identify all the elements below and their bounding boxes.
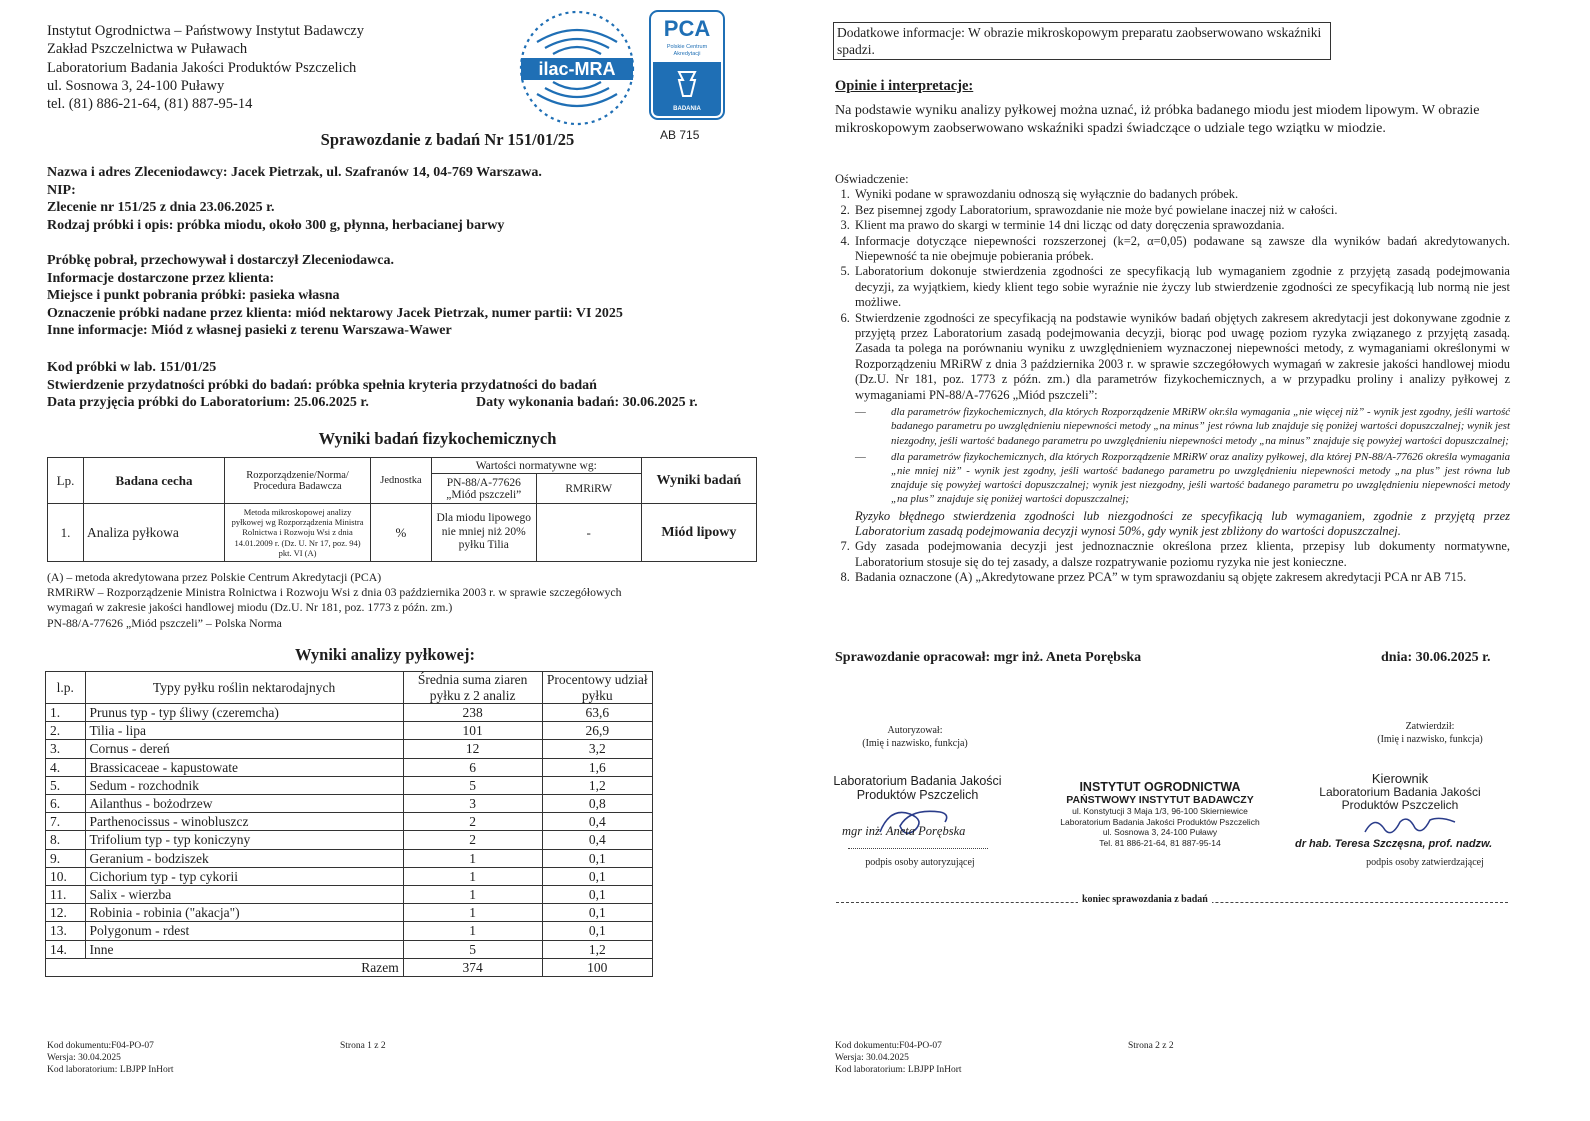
list-item: 8. Badania oznaczone (A) „Akredytowane przez PCA” w tym sprawozdaniu są objęte zakresem akredytacji PCA nr AB 715. xyxy=(853,570,1510,585)
table-row: 3. Cornus - dereń 12 3,2 xyxy=(46,740,653,758)
left-caption: podpis osoby autoryzującej xyxy=(865,857,975,868)
lab-info: Kod próbki w lab. 151/01/25 Stwierdzenie przydatności próbki do badań: próbka spełnia kryteria przydatności do badań xyxy=(47,360,597,393)
list-item: 5. Laboratorium dokonuje stwierdzenia zgodności ze specyfikacją lub wymaganiem zgodnie z przyjętą zasadą podejmowania decyzji, za wyjątkiem, kiedy klient tego sobie wyraźnie nie życzy lub stwierdzenie zgodności ze specyfikacją lub normą nie jest możliwe. xyxy=(853,264,1510,310)
end-of-report: koniec sprawozdania z badań xyxy=(1078,894,1212,905)
list-item: 6. Stwierdzenie zgodności ze specyfikacją na podstawie wyników badań objętych zakresem akredytacji jest dokonywane zgodnie z przyjętą przez Laboratorium zasadą podejmowania decyzji, biorąc pod uwagę poziom ryzyka związanego z przyjętą zasadą. Zasada ta polega na porównaniu wyniku z uwzględnieniem wyznaczonej niepewności metody, z wymaganiami określonymi w Rozporządzeniu MRiRW z dnia 3 października 2003 r. w sprawie szczegółowych wymagań w zakresie jakości handlowej miodu (Dz.U. Nr 181, poz. 1773 z późn. zm.) dla parametrów fizykochemicznych, a w przypadku proliny i analizy pyłkowej z wymaganiami PN-88/A-77626 „Miód pszczeli”: — dla parametrów fizykochemicznych, dla których Rozporządzenie MRiRW okr.śla wymagania „nie więcej niż” - wynik jest zgodny, jeśli wartość badanego parametru po uwzględnieniu niepewności metody „na minus” jest równa lub znajduje się poniżej wartości dopuszczalnej; wynik jest niezgodny, jeśli wartość badanego parametru po uwzględnieniu niepewności metody „na minus” znajduje się powyżej wartości dopuszczalnej; — dla parametrów fizykochemicznych, dla których Rozporządzenie MRiRW oraz analizy pyłkowej, dla której PN-88/A-77626 określa wymagania „nie mniej niż” - wynik jest zgodny, jeśli wartość badanego parametru po uwzględnieniu niepewności metody „na plus” jest równa lub znajduje się powyżej wartości dopuszczalnej; wynik jest niezgodny, jeśli wartość badanego parametru po uwzględnieniu niepewności metody „na plus” znajduje się poniżej wartości dopuszczalnej; Ryzyko błędnego stwierdzenia zgodności lub niezgodności ze specyfikacją lub wymaganiem, zgodnie z przyjętą przez Laboratorium zasadą podejmowania decyzji wynosi 50%, gdy wynik jest zbliżony do wartości dopuszczalnej. xyxy=(853,311,1510,540)
right-signature xyxy=(1360,812,1460,840)
approved-label: Zatwierdził: (Imię i nazwisko, funkcja) xyxy=(1377,721,1483,745)
table-row: 8. Trifolium typ - typ koniczyny 2 0,4 xyxy=(46,831,653,849)
list-item: 3. Klient ma prawo do skargi w terminie 14 dni licząc od daty doręczenia sprawozdania. xyxy=(853,218,1510,233)
page-number-2: Strona 2 z 2 xyxy=(1128,1041,1174,1051)
sample-info: Próbkę pobrał, przechowywał i dostarczył Zleceniodawca. Informacje dostarczone przez klienta: Miejsce i punkt pobrania próbki: pasieka własna Oznaczenie próbki nadane przez klienta: miód nektarowy Jacek Pietrzak, numer partii: VI 2025 Inne informacje: Miód z własnej pasieki z terenu Warszawa-Wawer xyxy=(47,253,623,339)
report-date: dnia: 30.06.2025 r. xyxy=(1381,650,1491,665)
institute-stamp: INSTYTUT OGRODNICTWA PAŃSTWOWY INSTYTUT BADAWCZY ul. Konstytucji 3 Maja 1/3, 96-100 Skierniewice Laboratorium Badania Jakości Produktów Pszczelich ul. Sosnowa 3, 24-100 Puławy Tel. 81 886-21-64, 81 887-95-14 xyxy=(1060,780,1260,848)
list-item: 2. Bez pisemnej zgody Laboratorium, sprawozdanie nie może być powielane inaczej niż w całości. xyxy=(853,203,1510,218)
pollen-title: Wyniki analizy pyłkowej: xyxy=(295,645,475,664)
date-received: Data przyjęcia próbki do Laboratorium: 25.06.2025 r. xyxy=(47,395,369,410)
list-item: 4. Informacje dotyczące niepewności rozszerzonej (k=2, α=0,05) podawane są zawsze dla wyników badań akredytowanych. Niepewność ta nie obejmuje pobierania próbek. xyxy=(853,234,1510,265)
list-item: 1. Wyniki podane w sprawozdaniu odnoszą się wyłącznie do badanych próbek. xyxy=(853,187,1510,202)
opinions-text: Na podstawie wyniku analizy pyłkowej można uznać, iż próbka badanego miodu jest miodem lipowym. W obrazie mikroskopowym zaobserwowano wskaźniki spadzi świadczące o udziale tego wziątku w miodzie. xyxy=(835,103,1480,136)
physchem-table: Lp. Badana cecha Rozporządzenie/Norma/ Procedura Badawcza Jednostka Wartości normatywne wg: Wyniki badań PN-88/A-77626 „Miód pszczeli” RMRiRW 1. Analiza pyłkowa Metoda mikroskopowej analizy pyłkowej wg Rozporządzenia Ministra Rolnictwa i Rozwoju Wsi z dnia 14.01.2009 r. (Dz. U. Nr 17, poz. 94) pkt. VI (A) % Dla miodu lipowego nie mniej niż 20% pyłku Tilia - Miód lipowy xyxy=(47,457,757,562)
table-row: 12. Robinia - robinia ("akacja") 1 0,1 xyxy=(46,904,653,922)
physchem-notes: (A) – metoda akredytowana przez Polskie Centrum Akredytacji (PCA) RMRiRW – Rozporządzenie Ministra Rolnictwa i Rozwoju Wsi z dnia 03 października 2003 r. w sprawie szczegółowych wymagań w zakresie jakości handlowej miodu (Dz.U. Nr 181, poz. 1773 z późn. zm.) PN-88/A-77626 „Miód pszczeli” – Polska Norma xyxy=(47,570,622,630)
sub-item: — dla parametrów fizykochemicznych, dla których Rozporządzenie MRiRW oraz analizy pyłkowej, dla której PN-88/A-77626 określa wymagania „nie mniej niż” - wynik jest zgodny, jeśli wartość badanego parametru po uwzględnieniu niepewności metody „na plus” jest równa lub znajduje się powyżej wartości dopuszczalnej; wynik jest niezgodny, jeśli wartość badanego parametru po uwzględnieniu niepewności metody „na plus” znajduje się poniżej wartości dopuszczalnej; xyxy=(855,450,1510,506)
prepared-by: Sprawozdanie opracował: mgr inż. Aneta Porębska xyxy=(835,650,1142,665)
opinions-heading: Opinie i interpretacje: xyxy=(835,78,974,94)
svg-text:Polskie Centrum: Polskie Centrum xyxy=(666,44,708,50)
table-row: 11. Salix - wierzba 1 0,1 xyxy=(46,886,653,904)
signature-line xyxy=(848,848,988,849)
table-row: 2. Tilia - lipa 101 26,9 xyxy=(46,722,653,740)
right-caption: podpis osoby zatwierdzającej xyxy=(1366,857,1484,868)
table-row: 14. Inne 5 1,2 xyxy=(46,940,653,958)
left-signer-name: mgr inż. Aneta Porębska xyxy=(842,824,966,838)
risk-text: Ryzyko błędnego stwierdzenia zgodności lub niezgodności ze specyfikacją lub wymaganiem, zgodnie z przyjętą przez Laboratorium zasadą podejmowania decyzji wynosi 50%, gdy wynik jest zbliżony do wartości dopuszczalnej. xyxy=(855,508,1510,538)
date-tests: Daty wykonania badań: 30.06.2025 r. xyxy=(476,395,698,410)
report-title: Sprawozdanie z badań Nr 151/01/25 xyxy=(320,130,575,149)
client-info: Nazwa i adres Zleceniodawcy: Jacek Pietrzak, ul. Szafranów 14, 04-769 Warszawa. NIP: Zlecenie nr 151/25 z dnia 23.06.2025 r. Rodzaj próbki i opis: próbka miodu, około 300 g, płynna, herbacianej barwy xyxy=(47,165,542,233)
table-row: 9. Geranium - bodziszek 1 0,1 xyxy=(46,849,653,867)
sub-item: — dla parametrów fizykochemicznych, dla których Rozporządzenie MRiRW okr.śla wymagania „nie więcej niż” - wynik jest zgodny, jeśli wartość badanego parametru po uwzględnieniu niepewności metody „na minus” jest równa lub znajduje się poniżej wartości dopuszczalnej; wynik jest niezgodny, jeśli wartość badanego parametru po uwzględnieniu niepewności metody „na minus” znajduje się powyżej wartości dopuszczalnej; xyxy=(855,406,1510,447)
right-signer-name: dr hab. Teresa Szczęsna, prof. nadzw. xyxy=(1295,838,1493,850)
additional-info-box: Dodatkowe informacje: W obrazie mikroskopowym preparatu zaobserwowano wskaźniki spadzi. xyxy=(833,22,1331,60)
pca-logo xyxy=(649,10,725,120)
table-row: 6. Ailanthus - bożodrzew 3 0,8 xyxy=(46,795,653,813)
table-row: 4. Brassicaceae - kapustowate 6 1,6 xyxy=(46,758,653,776)
table-total-row: Razem 374 100 xyxy=(46,958,653,976)
statements-section: Oświadczenie: 1. Wyniki podane w sprawozdaniu odnoszą się wyłącznie do badanych próbek. 2. Bez pisemnej zgody Laboratorium, sprawozdanie nie może być powielane inaczej niż w całości. 3. Klient ma prawo do skargi w terminie 14 dni licząc od daty doręczenia sprawozdania. 4. Informacje dotyczące niepewności rozszerzonej (k=2, α=0,05) podawane są zawsze dla wyników badań akredytowanych. Niepewność ta nie obejmuje pobierania próbek. 5. Laboratorium dokonuje stwierdzenia zgodności ze specyfikacją lub wymaganiem zgodnie z przyjętą zasadą podejmowania decyzji, za wyjątkiem, kiedy klient tego sobie wyraźnie nie życzy lub stwierdzenie zgodności ze specyfikacją lub normą nie jest możliwe. 6. Stwierdzenie zgodności ze specyfikacją na podstawie wyników badań objętych zakresem akredytacji jest dokonywane zgodnie z przyjętą przez Laboratorium zasadą podejmowania decyzji, biorąc pod uwagę poziom ryzyka związanego z przyjętą zasadą. Zasada ta polega na porównaniu wyniku z uwzględnieniem wyznaczonej niepewności metody, z wymaganiami określonymi w Rozporządzeniu MRiRW z dnia 3 października 2003 r. w sprawie szczegółowych wymagań w zakresie jakości handlowej miodu (Dz.U. Nr 181, poz. 1773 z późn. zm.) dla parametrów fizykochemicznych, a w przypadku proliny i analizy pyłkowej z wymaganiami PN-88/A-77626 „Miód pszczeli”: — dla parametrów fizykochemicznych, dla których Rozporządzenie MRiRW okr.śla wymagania „nie więcej niż” - wynik jest zgodny, jeśli wartość badanego parametru po uwzględnieniu niepewności metody „na minus” jest równa lub znajduje się poniżej wartości dopuszczalnej; wynik jest niezgodny, jeśli wartość badanego parametru po uwzględnieniu niepewności metody „na minus” znajduje się powyżej wartości dopuszczalnej; — dla parametrów fizykochemicznych, dla których Rozporządzenie MRiRW oraz analizy pyłkowej, dla której PN-88/A-77626 określa wymagania „nie mniej niż” - wynik jest zgodny, jeśli wartość badanego parametru po uwzględnieniu niepewności metody „na plus” jest równa lub znajduje się powyżej wartości dopuszczalnej; wynik jest niezgodny, jeśli wartość badanego parametru po uwzględnieniu niepewności metody „na plus” znajduje się poniżej wartości dopuszczalnej; Ryzyko błędnego stwierdzenia zgodności lub niezgodności ze specyfikacją lub wymaganiem, zgodnie z przyjętą przez Laboratorium zasadą podejmowania decyzji wynosi 50%, gdy wynik jest zbliżony do wartości dopuszczalnej. 7. Gdy zasada podejmowania decyzji jest jednoznacznie określona przez klienta, przepisy lub dokumenty normatywne, Laboratorium stosuje się do tej zasady, a dalsze rozpatrywanie poziomu ryzyka nie jest konieczne. 8. Badania oznaczone (A) „Akredytowane przez PCA” w tym sprawozdaniu są objęte zakresem akredytacji PCA nr AB 715. xyxy=(835,172,1510,586)
svg-text:BADANIA: BADANIA xyxy=(673,106,701,112)
table-row: 5. Sedum - rozchodnik 5 1,2 xyxy=(46,776,653,794)
list-item: 7. Gdy zasada podejmowania decyzji jest jednoznacznie określona przez klienta, przepisy lub dokumenty normatywne, Laboratorium stosuje się do tej zasady, a dalsze rozpatrywanie poziomu ryzyka nie jest konieczne. xyxy=(853,539,1510,570)
table-row: 10. Cichorium typ - typ cykorii 1 0,1 xyxy=(46,867,653,885)
pollen-table: l.p. Typy pyłku roślin nektarodajnych Średnia suma ziaren pyłku z 2 analiz Procentowy udział pyłku 1. Prunus typ - typ śliwy (czeremcha) 238 63,6 2. Tilia - lipa 101 26,9 3. Cornus - dereń 12 3,2 4. Brassicaceae - kapustowate 6 1,6 5. Sedum - rozchodnik 5 1,2 6. Ailanthus - bożodrzew 3 0,8 7. Parthenocissus - winobluszcz 2 0,4 8. Trifolium typ - typ koniczyny 2 0,4 9. Geranium - bodziszek 1 0,1 10. Cichorium typ - typ cykorii 1 0,1 11. Salix - wierzba 1 0,1 12. Robinia - robinia ("akacja") 1 0,1 13. Polygonum - rdest 1 0,1 14. Inne 5 1,2 Razem 374 100 xyxy=(45,671,653,977)
svg-text:Akredytacji: Akredytacji xyxy=(673,51,701,57)
table-row: 13. Polygonum - rdest 1 0,1 xyxy=(46,922,653,940)
table-row: 7. Parthenocissus - winobluszcz 2 0,4 xyxy=(46,813,653,831)
accreditation-number: AB 715 xyxy=(660,128,700,142)
physchem-title: Wyniki badań fizykochemicznych xyxy=(318,429,557,448)
institution-address: Instytut Ogrodnictwa – Państwowy Instytut Badawczy Zakład Pszczelnictwa w Puławach Laboratorium Badania Jakości Produktów Pszczelich ul. Sosnowa 3, 24-100 Puławy tel. (81) 886-21-64, (81) 887-95-14 xyxy=(47,23,364,113)
svg-text:ilac-MRA: ilac-MRA xyxy=(538,59,616,79)
svg-text:PCA: PCA xyxy=(663,16,711,41)
table-row: 1. Prunus typ - typ śliwy (czeremcha) 238 63,6 xyxy=(46,704,653,722)
left-stamp: Laboratorium Badania Jakości Produktów Pszczelich xyxy=(833,774,1002,802)
authorized-label: Autoryzował: (Imię i nazwisko, funkcja) xyxy=(862,725,968,749)
page-number: Strona 1 z 2 xyxy=(340,1041,386,1051)
document-footer-2: Kod dokumentu:F04-PO-07 Wersja: 30.04.2025 Kod laboratorium: LBJPP InHort xyxy=(835,1041,962,1075)
ilac-mra-logo xyxy=(517,8,637,128)
right-stamp: Kierownik Laboratorium Badania Jakości Produktów Pszczelich xyxy=(1319,771,1481,812)
statements-list xyxy=(835,187,1510,585)
pollen-table-body xyxy=(46,704,653,977)
document-footer: Kod dokumentu:F04-PO-07 Wersja: 30.04.2025 Kod laboratorium: LBJPP InHort xyxy=(47,1041,174,1075)
